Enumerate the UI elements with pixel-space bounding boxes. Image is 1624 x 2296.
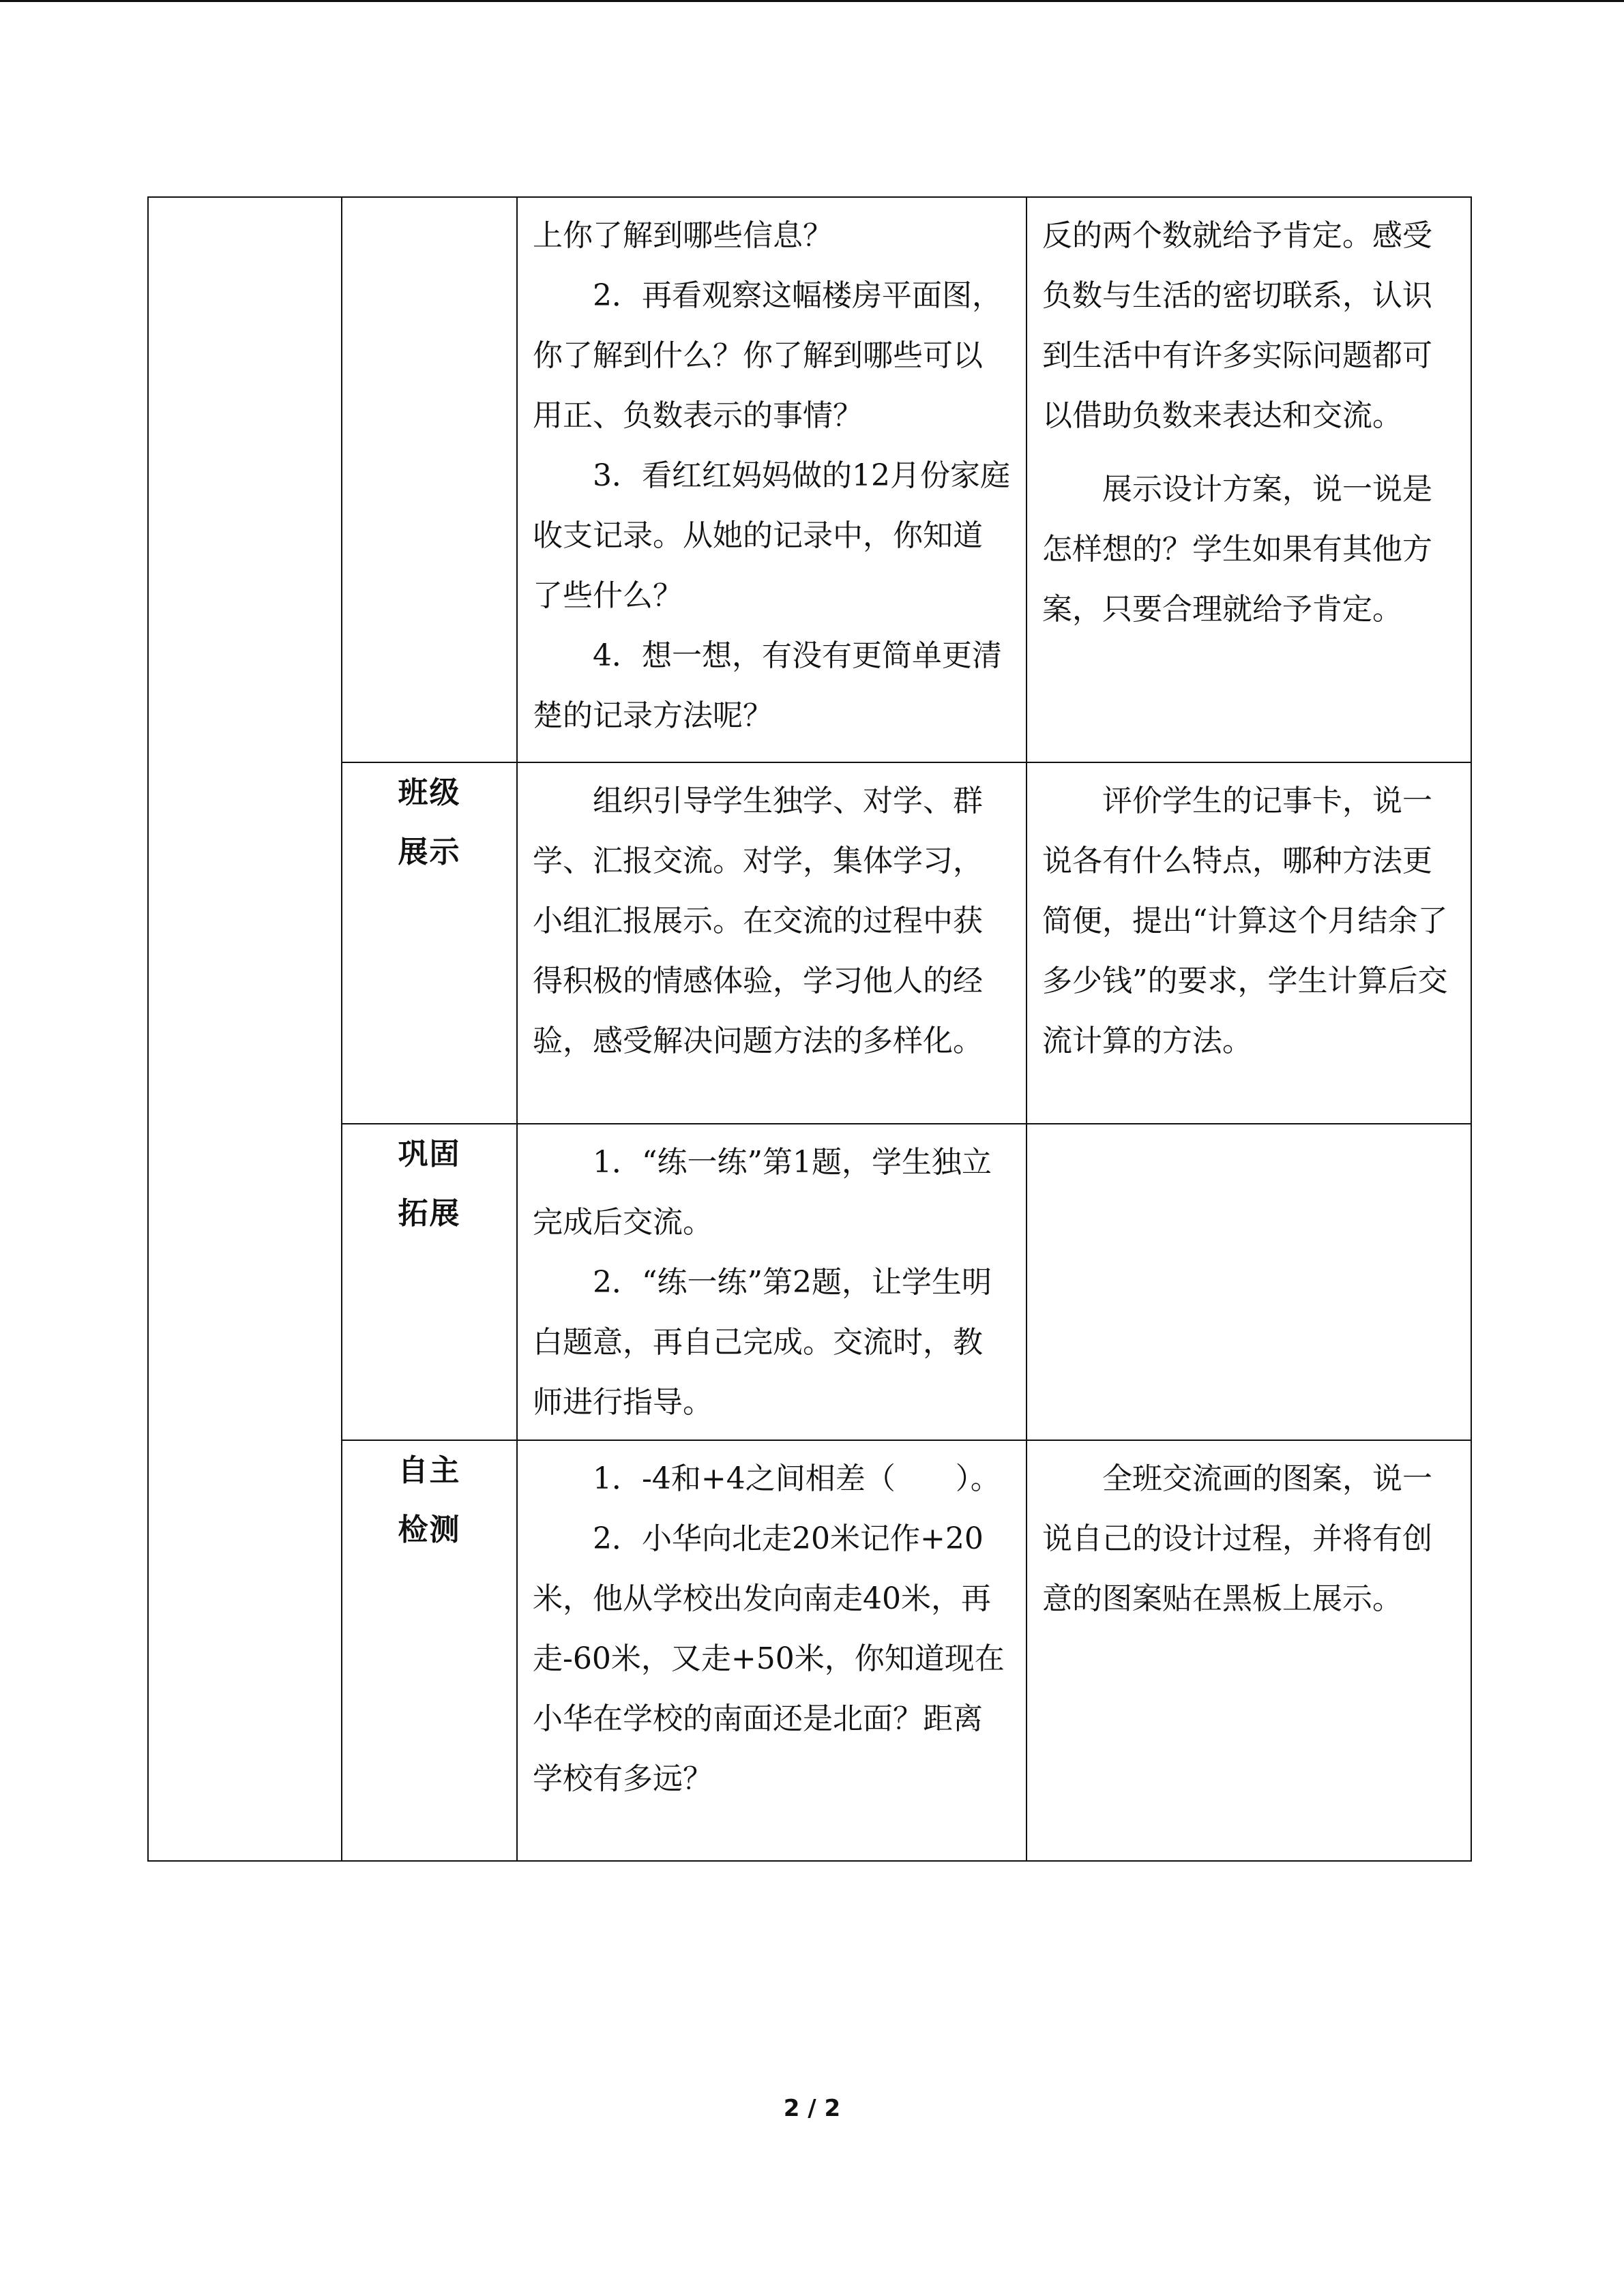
notes-cell: [1027, 197, 1471, 762]
activity-text: 2．再看观察这幅楼房平面图，你了解到什么？你了解到哪些可以用正、负数表示的事情？: [533, 278, 1002, 433]
activity-text: 2．“练一练”第2题，让学生明白题意，再自己完成。交流时，教师进行指导。: [533, 1265, 992, 1420]
notes-text: 展示设计方案，说一说是怎样想的？学生如果有其他方案，只要合理就给予肯定。: [1042, 472, 1432, 627]
table-row: [148, 1440, 1471, 1861]
activity-cell: [517, 197, 1027, 762]
lesson-plan-table: [147, 196, 1472, 1862]
stage-label: 巩固拓展: [398, 1137, 461, 1231]
notes-text: 全班交流画的图案，说一说自己的设计过程，并将有创意的图案贴在黑板上展示。: [1042, 1461, 1432, 1616]
notes-text: 反的两个数就给予肯定。感受负数与生活的密切联系，认识到生活中有许多实际问题都可以借助负数来表达和交流。: [1042, 218, 1432, 433]
outer-label-cell: [148, 197, 342, 1861]
table-row: [148, 197, 1471, 762]
stage-cell: [342, 1124, 517, 1440]
table-row: [148, 1124, 1471, 1440]
stage-cell: [342, 762, 517, 1124]
stage-cell: [342, 197, 517, 762]
stage-label: 班级展示: [398, 775, 461, 869]
activity-text: 上你了解到哪些信息？: [533, 218, 833, 253]
activity-text: 1．“练一练”第1题，学生独立完成后交流。: [533, 1145, 992, 1240]
activity-text: 3．看红红妈妈做的12月份家庭收支记录。从她的记录中，你知道了些什么？: [533, 458, 1010, 613]
notes-text: 评价学生的记事卡，说一说各有什么特点，哪种方法更简便，提出“计算这个月结余了多少钱”的要求，学生计算后交流计算的方法。: [1042, 784, 1448, 1058]
activity-cell: [517, 762, 1027, 1124]
activity-text: 4．想一想，有没有更简单更清楚的记录方法呢？: [533, 638, 1002, 733]
activity-text: 组织引导学生独学、对学、群学、汇报交流。对学，集体学习，小组汇报展示。在交流的过程中获得积极的情感体验，学习他人的经验，感受解决问题方法的多样化。: [533, 784, 983, 1058]
activity-text: 1．-4和+4之间相差（ ）。: [593, 1461, 1001, 1496]
notes-cell: [1027, 1124, 1471, 1440]
activity-cell: [517, 1124, 1027, 1440]
page-number: 2 / 2: [783, 2095, 841, 2122]
stage-cell: [342, 1440, 517, 1861]
page-top-rule: [0, 0, 1624, 2]
table-row: [148, 762, 1471, 1124]
stage-label: 自主检测: [398, 1453, 461, 1547]
notes-cell: [1027, 1440, 1471, 1861]
notes-cell: [1027, 762, 1471, 1124]
activity-cell: [517, 1440, 1027, 1861]
activity-text: 2．小华向北走20米记作+20米，他从学校出发向南走40米，再走-60米，又走+50米，你知道现在小华在学校的南面还是北面？距离学校有多远？: [533, 1521, 1005, 1796]
